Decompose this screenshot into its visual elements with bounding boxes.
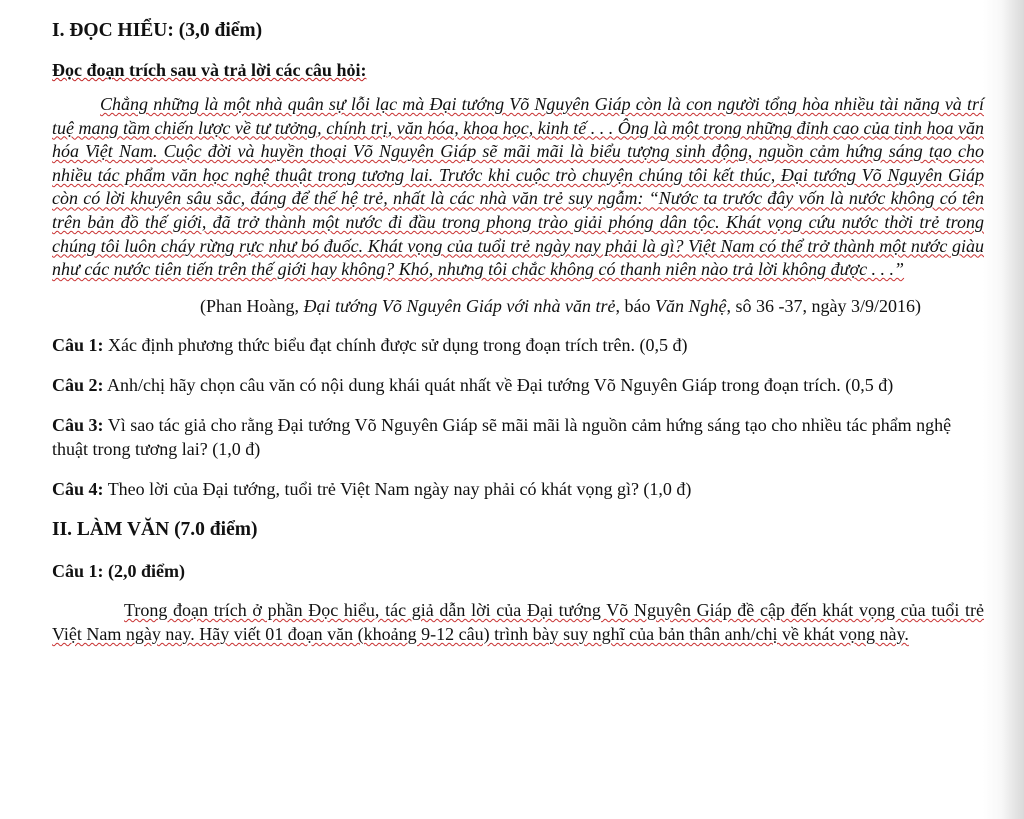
question-label: Câu 2:: [52, 374, 104, 395]
question-text: Anh/chị hãy chọn câu văn có nội dung khái quát nhất về Đại tướng Võ Nguyên Giáp trong đoạn trích. (0,5 đ): [103, 374, 894, 395]
section1-heading: I. ĐỌC HIỂU: (3,0 điểm): [52, 20, 263, 41]
question-label: Câu 3:: [52, 414, 104, 435]
question-text: Xác định phương thức biểu đạt chính được sử dụng trong đoạn trích trên. (0,5 đ): [103, 334, 688, 355]
question-1: [52, 333, 984, 357]
question-3: [52, 413, 984, 461]
source-mid: , báo: [615, 295, 655, 316]
question-label: Câu 4:: [52, 478, 104, 499]
passage-source: [52, 294, 984, 318]
question-2: [52, 373, 984, 397]
source-title: Đại tướng Võ Nguyên Giáp với nhà văn trẻ: [303, 295, 616, 316]
source-paper: Văn Nghệ: [654, 295, 727, 316]
source-suffix: , sô 36 -37, ngày 3/9/2016): [726, 295, 921, 316]
reading-instruction: Đọc đoạn trích sau và trả lời các câu hỏi:: [52, 60, 367, 80]
section2-heading: II. LÀM VĂN (7.0 điểm): [52, 518, 258, 540]
writing-question-heading: Câu 1: (2,0 điểm): [52, 560, 185, 581]
question-text: Vì sao tác giả cho rằng Đại tướng Võ Nguyên Giáp sẽ mãi mãi là nguồn cảm hứng sáng tạo cho nhiều tác phẩm nghệ thuật trong tương lai? (1,0 đ): [52, 414, 952, 459]
question-text: Theo lời của Đại tướng, tuổi trẻ Việt Nam ngày nay phải có khát vọng gì? (1,0 đ): [103, 478, 692, 499]
writing-task: Trong đoạn trích ở phần Đọc hiểu, tác giả dẫn lời của Đại tướng Võ Nguyên Giáp đề cập đến khát vọng của tuổi trẻ Việt Nam ngày nay. Hãy viết 01 đoạn văn (khoảng 9-12 câu) trình bày suy nghĩ của bản thân anh/chị về khát vọng này.: [52, 599, 984, 644]
source-prefix: (Phan Hoàng,: [200, 295, 304, 316]
question-4: [52, 477, 984, 501]
question-label: Câu 1:: [52, 334, 104, 355]
reading-passage: Chẳng những là một nhà quân sự lỗi lạc mà Đại tướng Võ Nguyên Giáp còn là con người tổng hòa nhiều tài năng và trí tuệ mang tầm chiến lược về tư tưởng, chính trị, văn hóa, khoa học, kinh tế . . . Ông là một trong những đỉnh cao của tinh hoa văn hóa Việt Nam. Cuộc đời và huyền thoại Võ Nguyên Giáp sẽ mãi mãi là biểu tượng sinh động, nguồn cảm hứng sáng tạo cho nhiều tác phẩm văn học nghệ thuật trong tương lai. Trước khi cuộc trò chuyện chúng tôi kết thúc, Đại tướng Võ Nguyên Giáp còn có lời khuyên sâu sắc, đáng để thế hệ trẻ, nhất là các nhà văn trẻ suy ngẫm: “Nước ta trước đây vốn là nước không có tên trên bản đồ thế giới, đã trở thành một nước đi đầu trong phong trào giải phóng dân tộc. Khát vọng cứu nước thời trẻ trong chúng tôi luôn cháy rừng rực như bó đuốc. Khát vọng của tuổi trẻ ngày nay phải là gì? Việt Nam có thể trở thành một nước giàu như các nước tiên tiến trên thế giới hay không? Khó, nhưng tôi chắc không có thanh niên nào trả lời không được . . .”: [52, 94, 984, 280]
